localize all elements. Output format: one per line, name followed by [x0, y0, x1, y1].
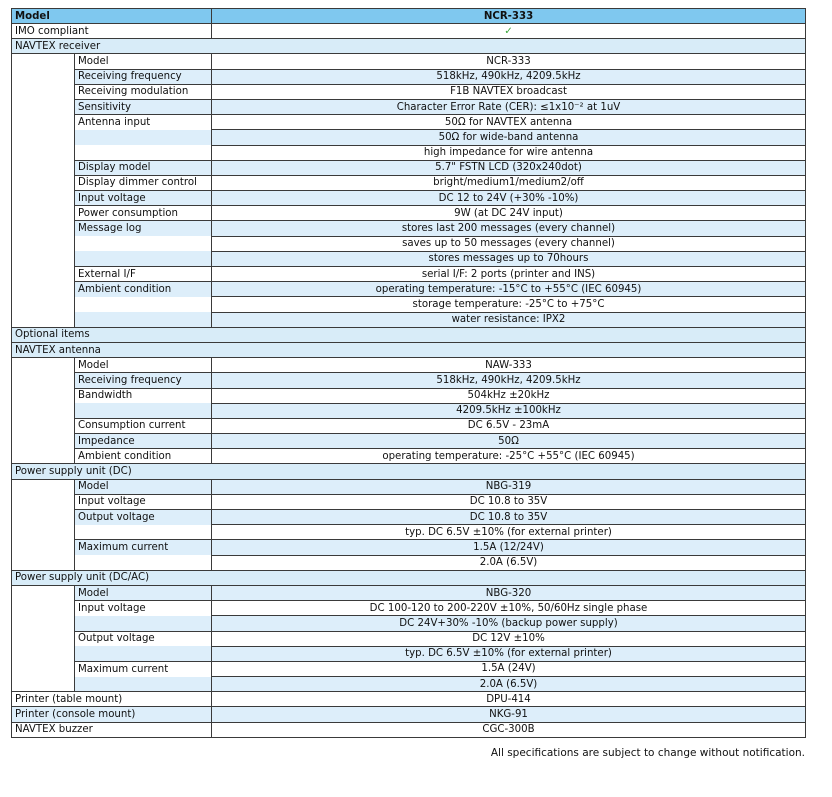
section-header-row [12, 342, 806, 357]
item-label: Printer (console mount) [12, 707, 212, 722]
spec-label [75, 616, 212, 631]
spec-value: 518kHz, 490kHz, 4209.5kHz [212, 69, 806, 84]
indent-cell [12, 585, 75, 691]
spec-row [12, 616, 806, 631]
item-row [12, 692, 806, 707]
imo-value [212, 24, 806, 39]
spec-label [75, 312, 212, 327]
spec-row [12, 236, 806, 251]
section-title: NAVTEX receiver [12, 39, 806, 54]
spec-value: F1B NAVTEX broadcast [212, 84, 806, 99]
section-title: Optional items [12, 327, 806, 342]
spec-label: Receiving modulation [75, 84, 212, 99]
spec-value: NCR-333 [212, 54, 806, 69]
spec-row [12, 403, 806, 418]
spec-row [12, 115, 806, 130]
footnote: All specifications are subject to change without notification. [490, 747, 805, 759]
spec-label: Input voltage [75, 191, 212, 206]
spec-label: Impedance [75, 434, 212, 449]
spec-row [12, 54, 806, 69]
spec-label: Receiving frequency [75, 69, 212, 84]
spec-label [75, 236, 212, 251]
spec-value: 1.5A (24V) [212, 661, 806, 676]
spec-value: NBG-319 [212, 479, 806, 494]
header-model-value: NCR-333 [212, 9, 806, 24]
spec-value: serial I/F: 2 ports (printer and INS) [212, 267, 806, 282]
spec-value: high impedance for wire antenna [212, 145, 806, 160]
imo-label: IMO compliant [12, 24, 212, 39]
spec-table-body [12, 9, 806, 738]
spec-label: Maximum current [75, 661, 212, 676]
spec-table [11, 8, 806, 738]
spec-label: Model [75, 54, 212, 69]
section-title: NAVTEX antenna [12, 342, 806, 357]
indent-cell [12, 479, 75, 570]
spec-label: Maximum current [75, 540, 212, 555]
spec-label [75, 297, 212, 312]
item-value: DPU-414 [212, 692, 806, 707]
spec-label: Display model [75, 160, 212, 175]
spec-value: 50Ω [212, 434, 806, 449]
spec-value: NBG-320 [212, 585, 806, 600]
spec-value: storage temperature: -25°C to +75°C [212, 297, 806, 312]
spec-value: DC 12V ±10% [212, 631, 806, 646]
spec-row [12, 661, 806, 676]
spec-label: Ambient condition [75, 449, 212, 464]
spec-value: 518kHz, 490kHz, 4209.5kHz [212, 373, 806, 388]
indent-cell [12, 54, 75, 327]
spec-label: Input voltage [75, 601, 212, 616]
spec-label [75, 646, 212, 661]
spec-row [12, 479, 806, 494]
spec-value: stores messages up to 70hours [212, 251, 806, 266]
spec-value: DC 24V+30% -10% (backup power supply) [212, 616, 806, 631]
spec-row [12, 540, 806, 555]
spec-row [12, 206, 806, 221]
spec-label [75, 525, 212, 540]
spec-label: Output voltage [75, 510, 212, 525]
section-header-row [12, 570, 806, 585]
item-row [12, 707, 806, 722]
spec-label: Output voltage [75, 631, 212, 646]
spec-label: Message log [75, 221, 212, 236]
item-row [12, 722, 806, 737]
spec-label: Ambient condition [75, 282, 212, 297]
spec-label [75, 555, 212, 570]
spec-value: typ. DC 6.5V ±10% (for external printer) [212, 525, 806, 540]
spec-label [75, 403, 212, 418]
spec-value: operating temperature: -15°C to +55°C (IEC 60945) [212, 282, 806, 297]
spec-label: Display dimmer control [75, 175, 212, 190]
spec-value: 4209.5kHz ±100kHz [212, 403, 806, 418]
spec-row [12, 646, 806, 661]
spec-value: DC 100-120 to 200-220V ±10%, 50/60Hz single phase [212, 601, 806, 616]
spec-row [12, 525, 806, 540]
spec-value: 50Ω for NAVTEX antenna [212, 115, 806, 130]
spec-value: 2.0A (6.5V) [212, 555, 806, 570]
section-header-row [12, 464, 806, 479]
spec-row [12, 510, 806, 525]
spec-value: operating temperature: -25°C +55°C (IEC 60945) [212, 449, 806, 464]
check-icon: ✓ [504, 25, 513, 37]
spec-value: DC 6.5V - 23mA [212, 418, 806, 433]
spec-label: Power consumption [75, 206, 212, 221]
spec-value: 9W (at DC 24V input) [212, 206, 806, 221]
spec-label: Model [75, 479, 212, 494]
spec-row [12, 358, 806, 373]
spec-row [12, 145, 806, 160]
spec-row [12, 282, 806, 297]
header-model-label: Model [12, 9, 212, 24]
spec-row [12, 221, 806, 236]
spec-row [12, 555, 806, 570]
spec-row [12, 84, 806, 99]
spec-label: External I/F [75, 267, 212, 282]
spec-value: 2.0A (6.5V) [212, 677, 806, 692]
spec-value: typ. DC 6.5V ±10% (for external printer) [212, 646, 806, 661]
spec-value: 5.7" FSTN LCD (320x240dot) [212, 160, 806, 175]
header-row [12, 9, 806, 24]
spec-row [12, 494, 806, 509]
spec-row [12, 267, 806, 282]
spec-row [12, 677, 806, 692]
spec-row [12, 373, 806, 388]
spec-label: Input voltage [75, 494, 212, 509]
spec-row [12, 631, 806, 646]
spec-label: Antenna input [75, 115, 212, 130]
spec-row [12, 69, 806, 84]
spec-row [12, 434, 806, 449]
section-header-row [12, 39, 806, 54]
spec-value: saves up to 50 messages (every channel) [212, 236, 806, 251]
spec-value: water resistance: IPX2 [212, 312, 806, 327]
spec-label: Bandwidth [75, 388, 212, 403]
spec-value: 1.5A (12/24V) [212, 540, 806, 555]
section-title: Power supply unit (DC/AC) [12, 570, 806, 585]
spec-label: Receiving frequency [75, 373, 212, 388]
section-title: Power supply unit (DC) [12, 464, 806, 479]
indent-cell [12, 358, 75, 464]
spec-row [12, 585, 806, 600]
spec-value: stores last 200 messages (every channel) [212, 221, 806, 236]
spec-row [12, 418, 806, 433]
spec-label [75, 677, 212, 692]
spec-value: 504kHz ±20kHz [212, 388, 806, 403]
spec-label: Model [75, 358, 212, 373]
spec-label [75, 145, 212, 160]
spec-row [12, 601, 806, 616]
spec-label: Consumption current [75, 418, 212, 433]
spec-label [75, 251, 212, 266]
spec-value: DC 10.8 to 35V [212, 510, 806, 525]
spec-row [12, 388, 806, 403]
item-value: CGC-300B [212, 722, 806, 737]
spec-value: DC 12 to 24V (+30% -10%) [212, 191, 806, 206]
spec-label: Sensitivity [75, 99, 212, 114]
imo-row [12, 24, 806, 39]
spec-row [12, 251, 806, 266]
spec-row [12, 312, 806, 327]
spec-label [75, 130, 212, 145]
spec-label: Model [75, 585, 212, 600]
spec-row [12, 130, 806, 145]
spec-row [12, 191, 806, 206]
spec-row [12, 175, 806, 190]
item-value: NKG-91 [212, 707, 806, 722]
spec-row [12, 99, 806, 114]
section-header-row [12, 327, 806, 342]
item-label: NAVTEX buzzer [12, 722, 212, 737]
spec-row [12, 160, 806, 175]
spec-row [12, 449, 806, 464]
spec-value: bright/medium1/medium2/off [212, 175, 806, 190]
spec-row [12, 297, 806, 312]
spec-value: Character Error Rate (CER): ≤1x10⁻² at 1uV [212, 99, 806, 114]
spec-value: 50Ω for wide-band antenna [212, 130, 806, 145]
item-label: Printer (table mount) [12, 692, 212, 707]
spec-value: DC 10.8 to 35V [212, 494, 806, 509]
spec-value: NAW-333 [212, 358, 806, 373]
